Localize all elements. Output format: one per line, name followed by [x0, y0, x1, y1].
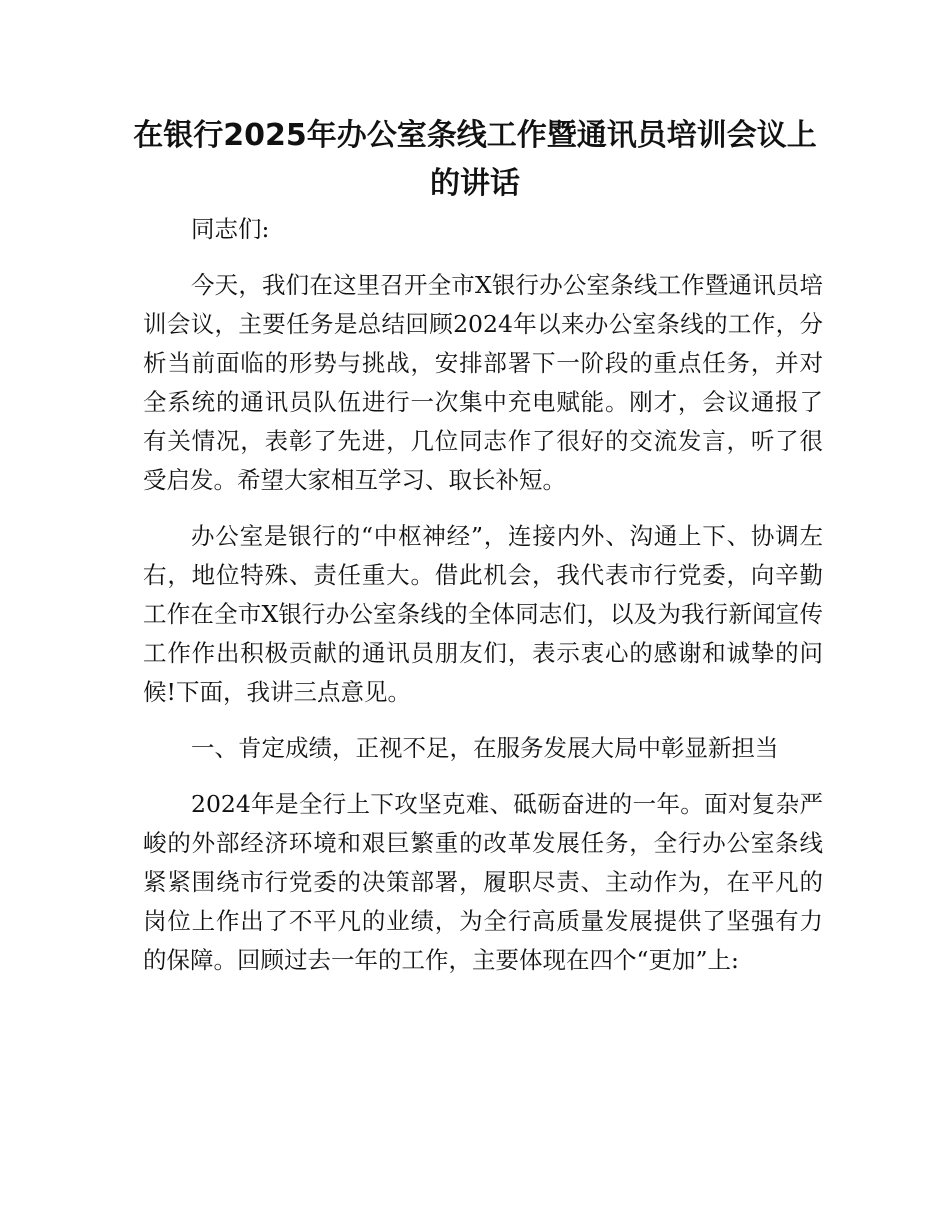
salutation: 同志们: — [191, 215, 270, 243]
section-heading-1: 一、肯定成绩，正视不足，在服务发展大局中彰显新担当 — [191, 734, 779, 762]
document-title: 在银行2025年办公室条线工作暨通讯员培训会议上的讲话 — [133, 118, 817, 201]
paragraph-opening: 今天，我们在这里召开全市X银行办公室条线工作暨通讯员培训会议，主要任务是总结回顾2024年以来办公室条线的工作，分析当前面临的形势与挑战，安排部署下一阶段的重点任务，并对全系统的通讯员队伍进行一次集中充电赋能。刚才，会议通报了有关情况，表彰了先进，几位同志作了很好的交流发言，听了很受启发。希望大家相互学习、取长补短。 — [143, 271, 823, 494]
paragraph-office-role: 办公室是银行的“中枢神经”，连接内外、沟通上下、协调左右，地位特殊、责任重大。借此机会，我代表市行党委，向辛勤工作在全市X银行办公室条线的全体同志们，以及为我行新闻宣传工作作出积极贡献的通讯员朋友们，表示衷心的感谢和诚挚的问候!下面，我讲三点意见。 — [143, 522, 823, 706]
document-body — [143, 210, 823, 997]
paragraph-review-2024: 2024年是全行上下攻坚克难、砥砺奋进的一年。面对复杂严峻的外部经济环境和艰巨繁重的改革发展任务，全行办公室条线紧紧围绕市行党委的决策部署，履职尽责、主动作为，在平凡的岗位上作出了不平凡的业绩，为全行高质量发展提供了坚强有力的保障。回顾过去一年的工作，主要体现在四个“更加”上: — [143, 790, 823, 974]
